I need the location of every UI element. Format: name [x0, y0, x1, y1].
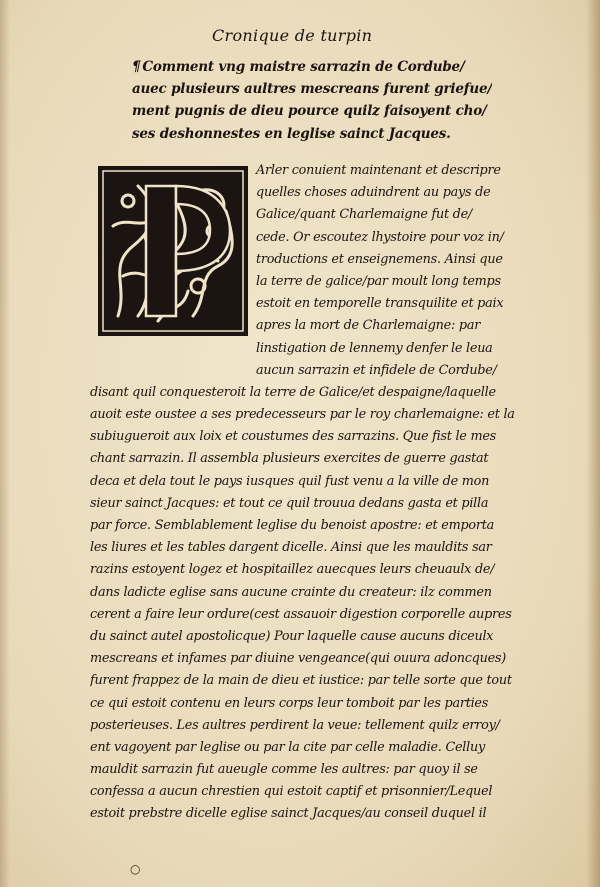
running-head: Cronique de turpin: [212, 26, 373, 45]
ornament-icon: ○: [130, 862, 141, 876]
heading-line: auec plusieurs aultres mescreans furent griefue/: [132, 81, 492, 98]
text-line: dans ladicte eglise sans aucune crainte du createur: ilz commen: [90, 584, 492, 600]
text-line: la terre de galice/par moult long temps: [256, 273, 501, 289]
text-line: confessa a aucun chrestien qui estoit captif et prisonnier/Lequel: [90, 784, 493, 800]
text-line: apres la mort de Charlemaigne: par: [256, 318, 481, 334]
text-line: les liures et les tables dargent dicelle. Ainsi que les mauldits sar: [90, 540, 492, 556]
text-line: razins estoyent logez et hospitaillez auecques leurs cheuaulx de/: [90, 562, 495, 578]
pilcrow-icon: ¶: [132, 59, 141, 75]
text-line: du sainct autel apostolicque) Pour laquelle cause aucuns diceulx: [90, 628, 494, 644]
text-line: troductions et enseignemens. Ainsi que: [256, 251, 503, 267]
text-line: chant sarrazin. Il assembla plusieurs exercites de guerre gastat: [90, 451, 489, 467]
text-line: Galice/quant Charlemaigne fut de/: [256, 207, 472, 223]
text-line: cerent a faire leur ordure(cest assauoir digestion corporelle aupres: [90, 606, 512, 622]
text-line: disant quil conquesteroit la terre de Galice/et despaigne/laquelle: [90, 384, 496, 400]
text-line: mescreans et infames par diuine vengeance(qui ouura adoncques): [90, 651, 506, 667]
chapter-heading: [132, 56, 492, 145]
page-right-edge: [586, 0, 600, 887]
text-line: mauldit sarrazin fut aueugle comme les aultres: par quoy il se: [90, 762, 478, 778]
text-line: deca et dela tout le pays iusques quil fust venu a la ville de mon: [90, 473, 490, 489]
text-line: estoit en temporelle transquilite et paix: [256, 296, 504, 312]
text-line: furent frappez de la main de dieu et iustice: par telle sorte que tout: [90, 673, 512, 689]
heading-line: ment pugnis de dieu pource quilz faisoyent cho/: [132, 103, 487, 120]
text-line: quelles choses aduindrent au pays de: [256, 185, 491, 201]
text-line: sieur sainct Jacques: et tout ce quil trouua dedans gasta et pilla: [90, 495, 489, 511]
text-line: Arler conuient maintenant et descripre: [256, 163, 501, 178]
text-line: cede. Or escoutez lhystoire pour voz in/: [256, 229, 504, 245]
heading-line: ¶ Comment vng maistre sarrazin de Cordube/: [132, 59, 465, 75]
text-line: linstigation de lennemy denfer le leua: [256, 340, 493, 356]
text-line: estoit prebstre dicelle eglise sainct Jacques/au conseil duquel il: [90, 806, 487, 822]
text-line: posterieuses. Les aultres perdirent la veue: tellement quilz erroy/: [90, 717, 500, 733]
body-text: [90, 160, 530, 826]
text-line: auoit este oustee a ses predecesseurs par le roy charlemaigne: et la: [90, 407, 515, 423]
text-line: par force. Semblablement leglise du benoist apostre: et emporta: [90, 518, 495, 533]
page-left-edge: [0, 0, 10, 887]
text-line: ce qui estoit contenu en leurs corps leur tomboit par les parties: [90, 695, 489, 711]
heading-line: ses deshonnestes en leglise sainct Jacques.: [132, 125, 451, 142]
text-line: aucun sarrazin et infidele de Cordube/: [256, 362, 497, 378]
text-line: subiugueroit aux loix et coustumes des sarrazins. Que fist le mes: [90, 429, 496, 445]
text-line: ent vagoyent par leglise ou par la cite par celle maladie. Celluy: [90, 739, 485, 755]
